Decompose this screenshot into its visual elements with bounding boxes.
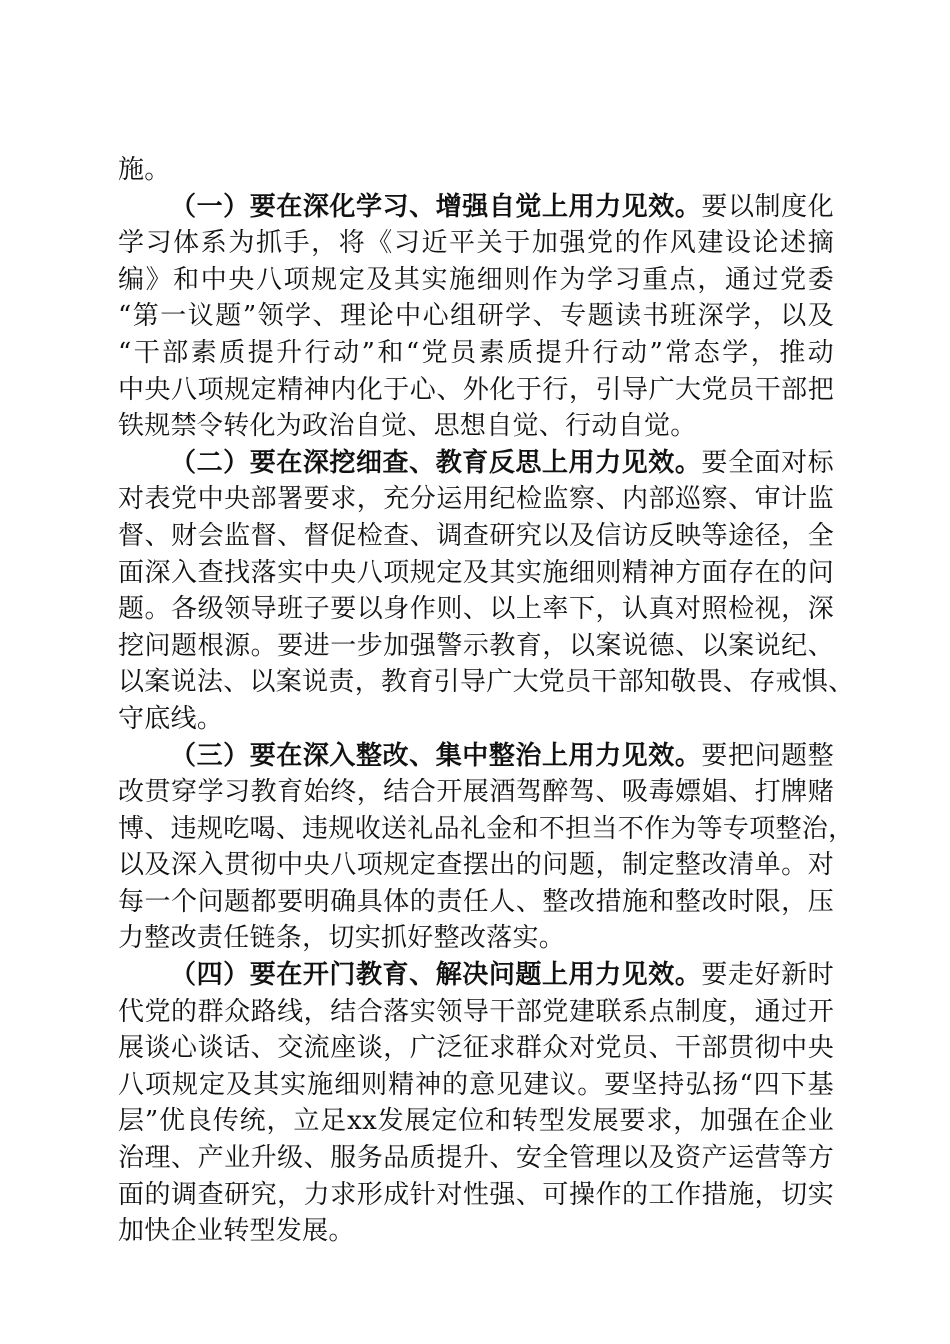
section-2-line-6: 挖问题根源。要进一步加强警示教育，以案说德、以案说纪、	[118, 630, 834, 661]
section-1-line-7: 铁规禁令转化为政治自觉、思想自觉、行动自觉。	[118, 411, 697, 442]
section-3-line-5: 每一个问题都要明确具体的责任人、整改措施和整改时限，压	[118, 886, 834, 917]
section-1	[118, 189, 834, 445]
section-4-line-6: 治理、产业升级、服务品质提升、安全管理以及资产运营等方	[118, 1143, 834, 1174]
section-2-line-8: 守底线。	[118, 703, 224, 734]
section-2-heading: （二）要在深挖细查、教育反思上用力见效。	[170, 447, 702, 478]
section-3-line-4: 以及深入贯彻中央八项规定查摆出的问题，制定整改清单。对	[118, 850, 834, 881]
opening-line: 施。	[118, 155, 171, 185]
section-2-line-4: 面深入查找落实中央八项规定及其实施细则精神方面存在的问	[118, 557, 834, 588]
section-2-line-2: 对表党中央部署要求，充分运用纪检监察、内部巡察、审计监	[118, 484, 834, 515]
section-1-line-6: 中央八项规定精神内化于心、外化于行，引导广大党员干部把	[118, 374, 834, 405]
section-3-first-line	[118, 738, 834, 775]
section-3	[118, 738, 855, 958]
section-2	[118, 445, 855, 738]
section-2-line-5: 题。各级领导班子要以身作则、以上率下，认真对照检视，深	[118, 594, 834, 625]
section-1-first-line	[118, 189, 834, 226]
section-2-line-1: 要全面对标	[701, 447, 834, 478]
section-4-line-5: 层”优良传统，立足xx发展定位和转型发展要求，加强在企业	[118, 1106, 834, 1137]
section-3-line-3: 博、违规吃喝、违规收送礼品礼金和不担当不作为等专项整治，	[118, 813, 855, 844]
section-4-line-8: 加快企业转型发展。	[118, 1216, 355, 1247]
section-4-line-4: 八项规定及其实施细则精神的意见建议。要坚持弘扬“四下基	[118, 1069, 834, 1100]
section-2-first-line	[118, 445, 834, 482]
section-4	[118, 957, 834, 1250]
section-4-first-line	[118, 957, 834, 994]
section-4-line-2: 代党的群众路线，结合落实领导干部党建联系点制度，通过开	[118, 996, 834, 1027]
section-3-line-2: 改贯穿学习教育始终，结合开展酒驾醉驾、吸毒嫖娼、打牌赌	[118, 777, 834, 808]
section-3-heading: （三）要在深入整改、集中整治上用力见效。	[170, 740, 702, 771]
section-1-line-5: “干部素质提升行动”和“党员素质提升行动”常态学，推动	[118, 337, 834, 368]
section-4-line-1: 要走好新时	[701, 960, 834, 991]
section-4-heading: （四）要在开门教育、解决问题上用力见效。	[170, 960, 702, 991]
section-2-line-3: 督、财会监督、督促检查、调查研究以及信访反映等途径，全	[118, 520, 834, 551]
section-2-line-7: 以案说法、以案说责，教育引导广大党员干部知敬畏、存戒惧、	[118, 667, 855, 698]
section-1-line-2: 学习体系为抓手，将《习近平关于加强党的作风建设论述摘	[118, 228, 834, 259]
section-4-line-7: 面的调查研究，力求形成针对性强、可操作的工作措施，切实	[118, 1179, 834, 1210]
section-4-line-3: 展谈心谈话、交流座谈，广泛征求群众对党员、干部贯彻中央	[118, 1033, 834, 1064]
section-1-heading: （一）要在深化学习、增强自觉上用力见效。	[170, 191, 702, 222]
section-3-line-6: 力整改责任链条，切实抓好整改落实。	[118, 923, 566, 954]
document-body	[118, 152, 855, 1250]
section-1-line-3: 编》和中央八项规定及其实施细则作为学习重点，通过党委	[118, 264, 834, 295]
section-3-line-1: 要把问题整	[701, 740, 834, 771]
section-1-line-1: 要以制度化	[701, 191, 834, 222]
section-1-line-4: “第一议题”领学、理论中心组研学、专题读书班深学，以及	[118, 301, 834, 332]
